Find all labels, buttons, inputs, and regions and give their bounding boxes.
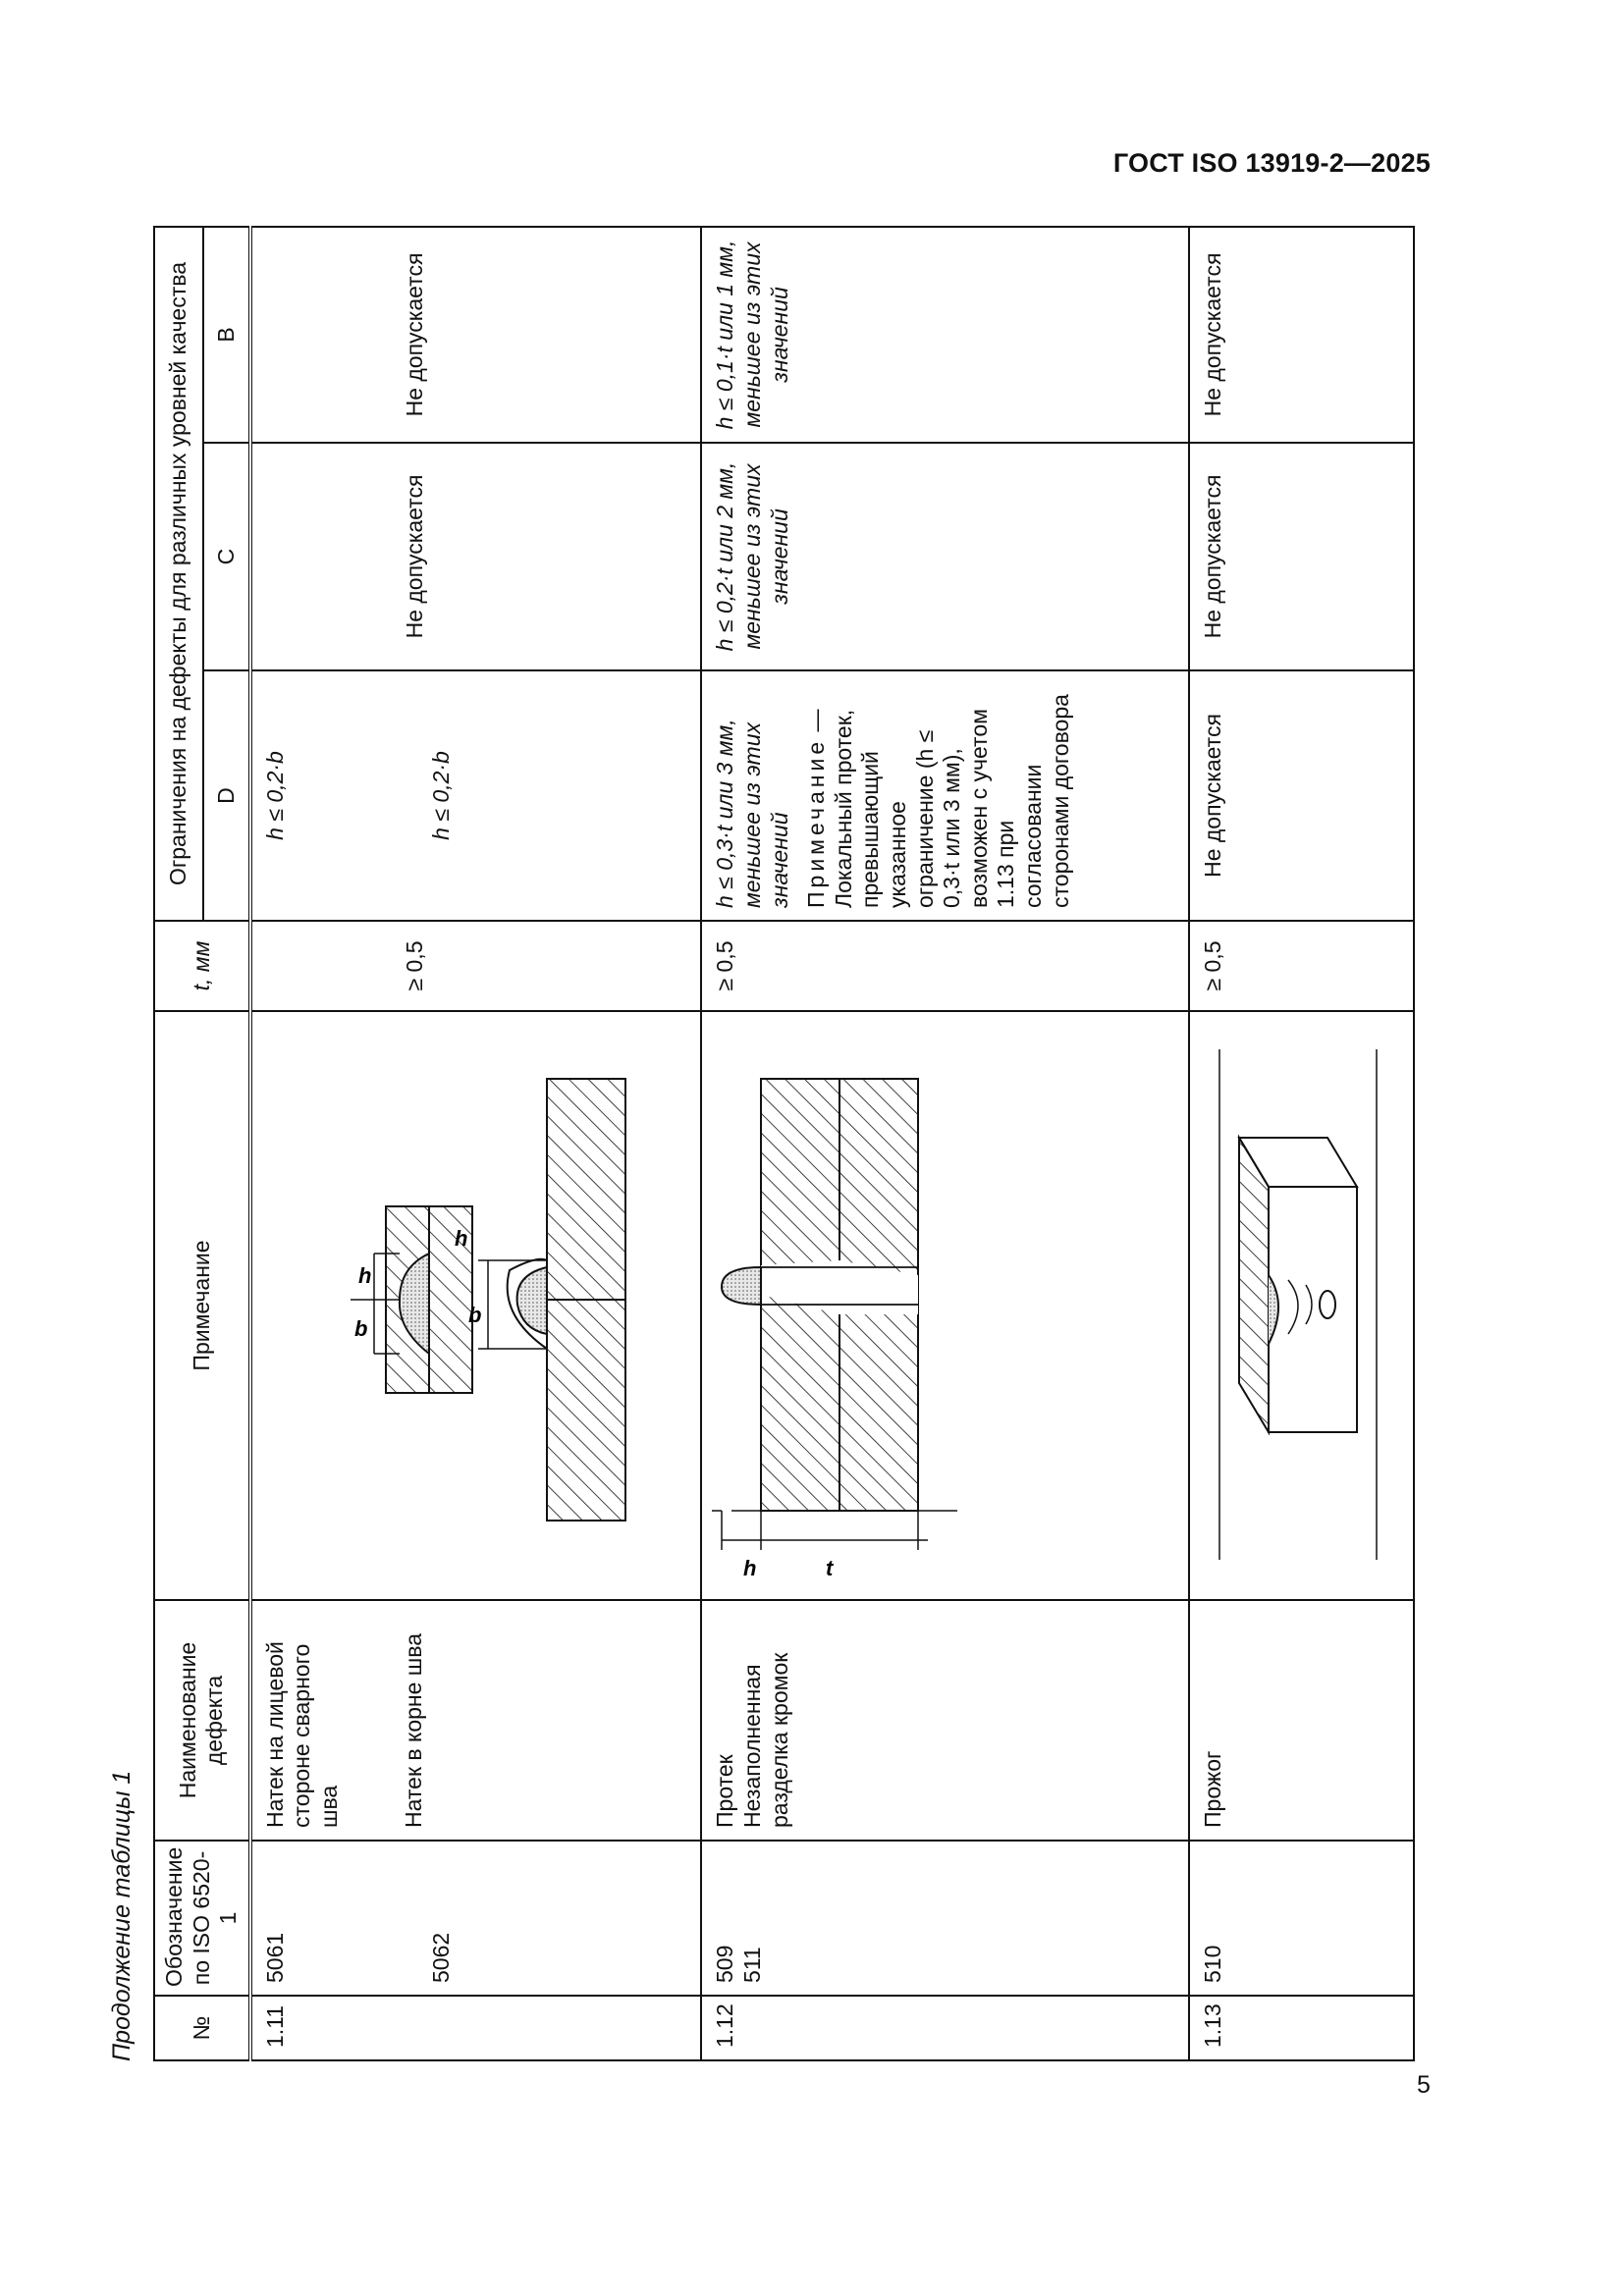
label-t-3: t <box>826 1556 834 1580</box>
name-5061: Натек на лицевой стороне сварного шва <box>261 1641 342 1828</box>
iso-5061: 5061 <box>261 1932 288 1983</box>
cell-level-d <box>701 670 1189 921</box>
cell-name <box>250 1600 702 1841</box>
header-iso: Обозначение по ISO 6520-1 <box>154 1841 250 1996</box>
burn-through-figure <box>1190 1010 1406 1599</box>
label-h-1: h <box>357 1263 372 1288</box>
d-limit: h ≤ 0,3·t или 3 мм, меньшее из этих значений <box>712 719 792 908</box>
label-b-2: b <box>467 1303 482 1327</box>
header-level-d: D <box>203 670 250 921</box>
excess-penetration-figure <box>702 1010 1181 1599</box>
header-no: № <box>154 1996 250 2060</box>
cell-level-b <box>250 227 702 443</box>
cell-remark <box>250 1011 702 1600</box>
b-5062: Не допускается <box>401 252 427 417</box>
header-level-c: C <box>203 443 250 670</box>
iso-5062: 5062 <box>428 1932 455 1983</box>
header-name: Наименование дефекта <box>154 1600 250 1841</box>
cell-remark <box>1189 1011 1414 1600</box>
page-number: 5 <box>1417 2071 1431 2099</box>
cell-level-c: Не допускается <box>1189 443 1414 670</box>
d-note: Локальный протек, превышающий указанное ограничение (h ≤ 0,3·t или 3 мм), возможен с учетом 1.13 при согласовании сторонами договора <box>830 694 1073 908</box>
cell-level-b: h ≤ 0,1·t или 1 мм, меньшее из этих значений <box>701 227 1189 443</box>
cell-remark <box>701 1011 1189 1600</box>
table-row <box>1189 227 1414 2060</box>
d-5062: h ≤ 0,2·b <box>428 751 455 840</box>
cell-name: Прожог <box>1189 1600 1414 1841</box>
d-5061: h ≤ 0,2·b <box>261 751 288 840</box>
sagging-weld-figure <box>252 1010 694 1599</box>
cell-t <box>250 921 702 1011</box>
cell-t: ≥ 0,5 <box>1189 921 1414 1011</box>
table-row <box>250 227 702 2060</box>
cell-no: 1.12 <box>701 1996 1189 2060</box>
cell-name: Протек Незаполненная разделка кромок <box>701 1600 1189 1841</box>
standard-header: ГОСТ ISO 13919-2—2025 <box>1112 148 1431 178</box>
cell-level-d: Не допускается <box>1189 670 1414 921</box>
table-row <box>701 227 1189 2060</box>
label-b-1: b <box>353 1316 368 1341</box>
cell-level-c <box>250 443 702 670</box>
cell-no: 1.13 <box>1189 1996 1414 2060</box>
cell-level-d <box>250 670 702 921</box>
header-remark: Примечание <box>154 1011 250 1600</box>
c-5062: Не допускается <box>401 474 427 639</box>
cell-level-c: h ≤ 0,2·t или 2 мм, меньшее из этих значений <box>701 443 1189 670</box>
header-t: t, мм <box>154 921 250 1011</box>
cell-iso: 509 511 <box>701 1841 1189 1996</box>
defects-table <box>153 226 1415 2061</box>
cell-no: 1.11 <box>250 1996 702 2060</box>
plate-upper-2 <box>547 1300 625 1521</box>
name-5062: Натек в корне шва <box>400 1632 426 1828</box>
label-h-3: h <box>743 1556 757 1580</box>
label-h-2: h <box>454 1226 468 1251</box>
cell-iso: 510 <box>1189 1841 1414 1996</box>
table-caption: Продолжение таблицы 1 <box>108 1770 135 2061</box>
cell-iso <box>250 1841 702 1996</box>
cell-t: ≥ 0,5 <box>701 921 1189 1011</box>
d-note-label: Примечание — <box>803 709 830 908</box>
header-limits: Ограничения на дефекты для различных уровней качества <box>154 227 203 921</box>
plate-lower-2 <box>547 1079 625 1300</box>
t-5062: ≥ 0,5 <box>401 940 427 991</box>
rotated-table-block <box>108 228 1401 2061</box>
cell-level-b: Не допускается <box>1189 227 1414 443</box>
header-level-b: B <box>203 227 250 443</box>
